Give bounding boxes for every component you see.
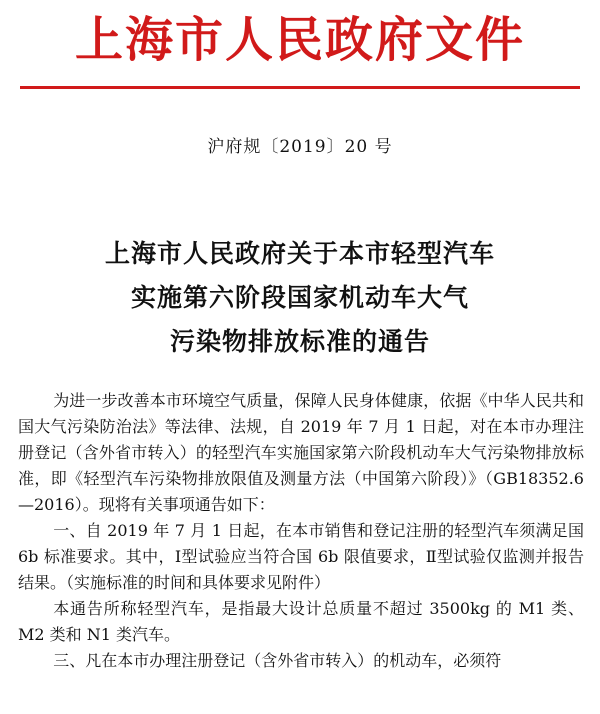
document-title <box>0 232 600 364</box>
title-line: 实施第六阶段国家机动车大气 <box>130 283 469 312</box>
title-line: 污染物排放标准的通告 <box>169 327 430 356</box>
paragraph-definition: 本通告所称轻型汽车，是指最大设计总质量不超过 3500kg 的 M1 类、M2 类和 N1 类汽车。 <box>18 599 584 644</box>
paragraph-item-1: 一、自 2019 年 7 月 1 日起，在本市销售和登记注册的轻型汽车须满足国 6b 标准要求。其中，Ⅰ型试验应当符合国 6b 限值要求，Ⅱ型试验仅监测并报告结果。（实施标准的时间和具体要求见附件） <box>18 521 584 592</box>
red-divider <box>20 86 580 89</box>
paragraph-item-3: 三、凡在本市办理注册登记（含外省市转入）的机动车，必须符 <box>53 651 502 670</box>
paragraph-intro: 为进一步改善本市环境空气质量，保障人民身体健康，依据《中华人民共和国大气污染防治法》等法律、法规，自 2019 年 7 月 1 日起，对在本市办理注册登记（含外省市转入）的轻型汽车实施国家第六阶段机动车大气污染物排放标准，即《轻型汽车污染物排放限值及测量方法（中国第六阶段）》（GB18352.6—2016）。现将有关事项通告如下： <box>18 391 584 514</box>
title-line: 上海市人民政府关于本市轻型汽车 <box>104 239 495 268</box>
header-title: 上海市人民政府文件 <box>74 12 525 68</box>
document-number: 沪府规〔2019〕20 号 <box>207 137 393 157</box>
document-body <box>18 388 584 674</box>
